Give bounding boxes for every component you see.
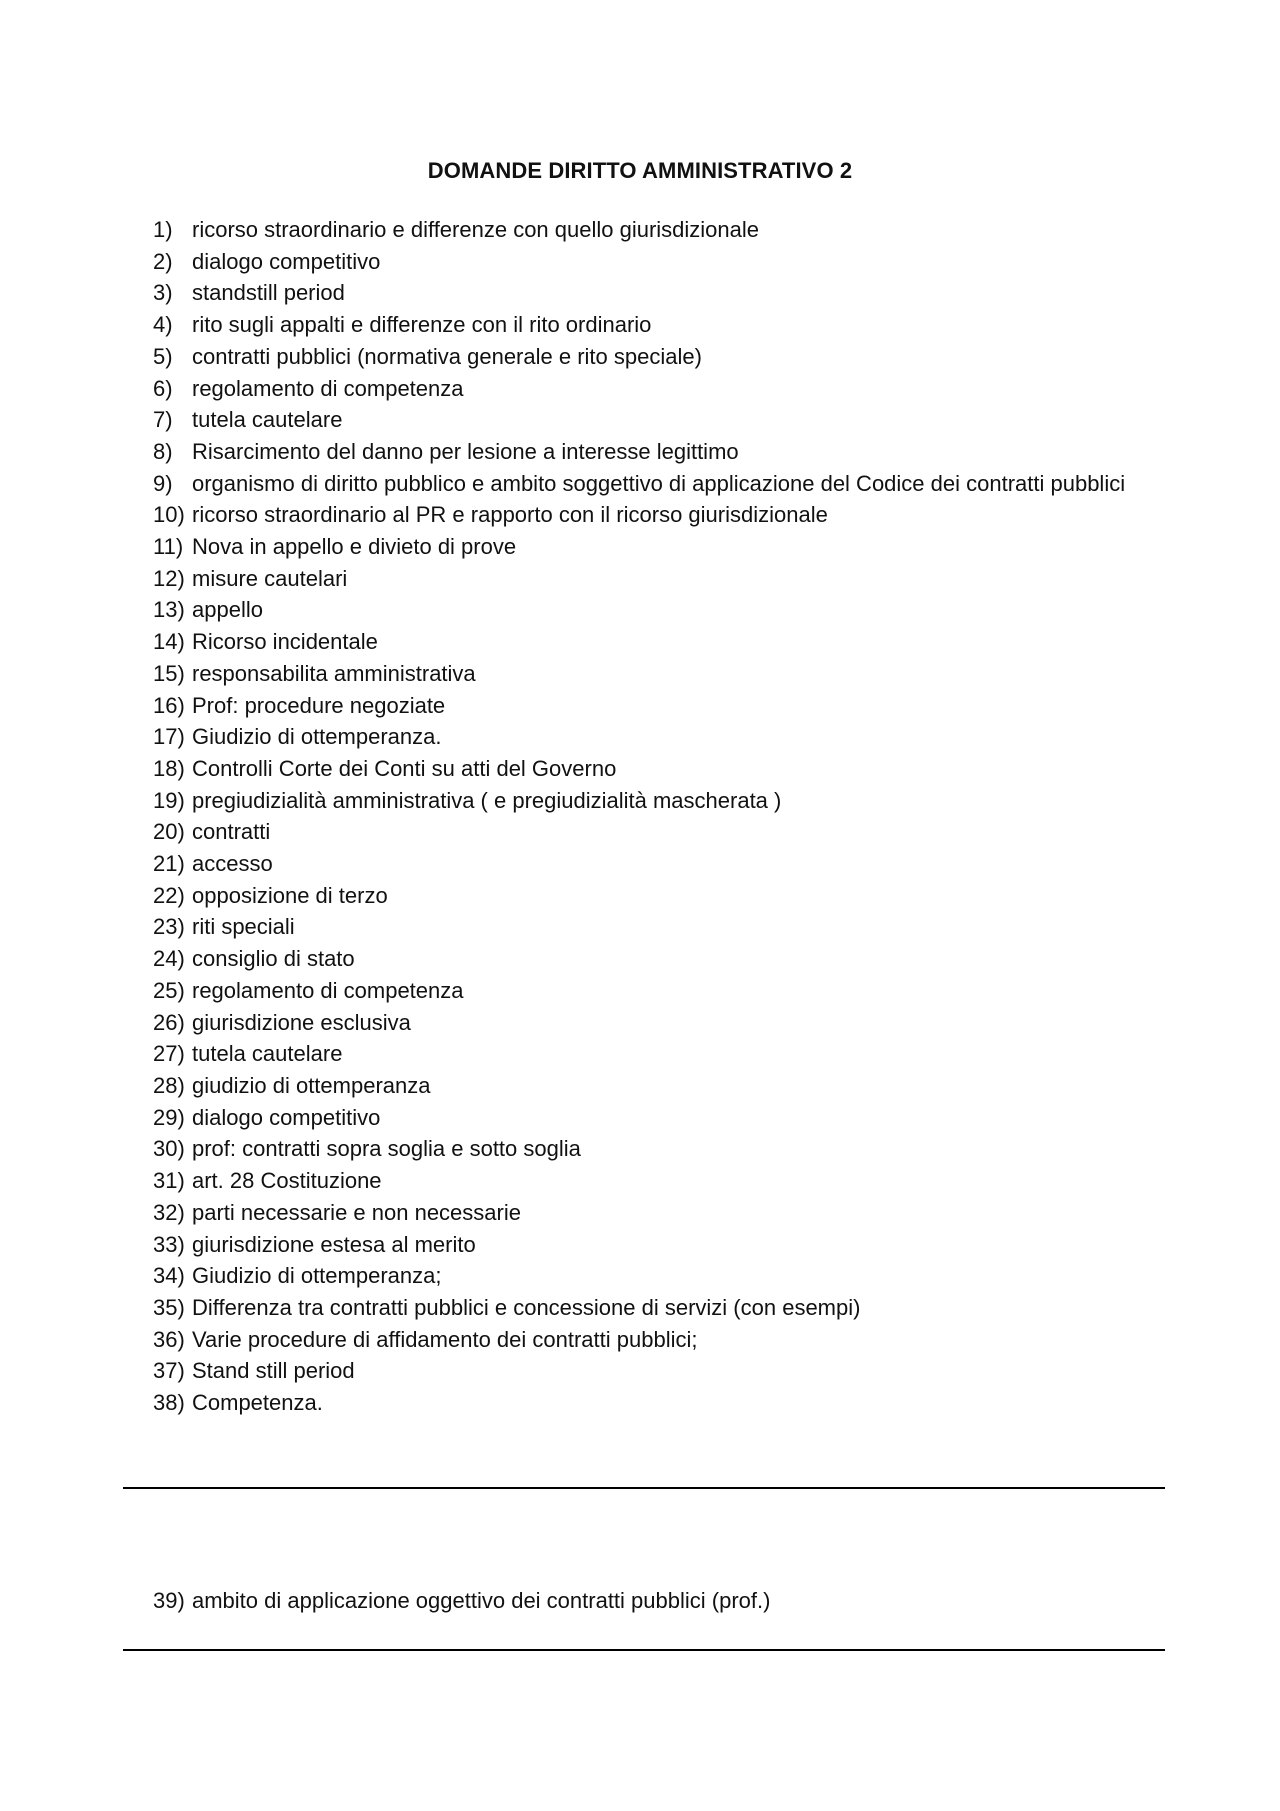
item-text: giurisdizione esclusiva [192, 1009, 411, 1035]
item-text: contratti pubblici (normativa generale e rito speciale) [192, 343, 702, 369]
list-item [153, 1387, 1143, 1419]
item-text: dialogo competitivo [192, 1104, 381, 1130]
item-number: 32) [153, 1199, 185, 1225]
item-text: misure cautelari [192, 565, 348, 591]
item-text: Giudizio di ottemperanza. [192, 724, 442, 750]
item-number: 25) [153, 977, 185, 1003]
list-item [153, 499, 1143, 531]
item-number: 23) [153, 914, 185, 940]
item-text: rito sugli appalti e differenze con il rito ordinario [192, 312, 652, 338]
item-number: 9) [153, 470, 173, 496]
item-text: ricorso straordinario e differenze con quello giurisdizionale [192, 217, 760, 242]
list-item [153, 531, 1143, 563]
list-item [153, 404, 1143, 436]
list-item [153, 214, 1143, 246]
item-text: Nova in appello e divieto di prove [192, 534, 517, 560]
item-number: 12) [153, 565, 185, 591]
list-item [153, 943, 1143, 975]
list-item [153, 341, 1143, 373]
item-text: standstill period [192, 280, 345, 306]
item-number: 11) [153, 534, 184, 560]
item-text: Stand still period [192, 1358, 355, 1384]
item-number: 20) [153, 819, 185, 845]
list-item [153, 975, 1143, 1007]
item-text: organismo di diritto pubblico e ambito soggettivo di applicazione del Codice dei contratti pubblici [192, 470, 1126, 496]
item-number: 13) [153, 597, 185, 623]
item-number: 2) [153, 248, 173, 274]
list-item [153, 1292, 1143, 1324]
list-item [153, 911, 1143, 943]
item-text: contratti [192, 819, 271, 845]
list-item [153, 594, 1143, 626]
item-text: giudizio di ottemperanza [192, 1072, 431, 1098]
item-number: 10) [153, 502, 185, 528]
item-number: 6) [153, 375, 173, 401]
item-number: 29) [153, 1104, 185, 1130]
item-text: Varie procedure di affidamento dei contratti pubblici; [192, 1326, 698, 1352]
item-text: opposizione di terzo [192, 882, 388, 908]
item-text: responsabilita amministrativa [192, 660, 476, 686]
list-item [153, 468, 1143, 500]
item-number: 34) [153, 1263, 185, 1289]
item-number: 21) [153, 851, 185, 877]
list-item [153, 1133, 1143, 1165]
item-text: regolamento di competenza [192, 977, 464, 1003]
item-number: 19) [153, 787, 185, 813]
list-item [153, 721, 1143, 753]
item-number: 26) [153, 1009, 185, 1035]
list-item [153, 277, 1143, 309]
item-text: giurisdizione estesa al merito [192, 1231, 476, 1257]
list-item [153, 1585, 1143, 1617]
item-text: ambito di applicazione oggettivo dei contratti pubblici (prof.) [192, 1588, 771, 1613]
item-number: 31) [153, 1168, 185, 1194]
list-item [153, 373, 1143, 405]
item-text: Giudizio di ottemperanza; [192, 1263, 442, 1289]
item-number: 3) [153, 280, 173, 306]
list-item [153, 1355, 1143, 1387]
item-text: Controlli Corte dei Conti su atti del Governo [192, 755, 617, 781]
item-text: Ricorso incidentale [192, 629, 378, 655]
item-text: regolamento di competenza [192, 375, 464, 401]
item-number: 35) [153, 1294, 185, 1320]
item-number: 1) [153, 217, 173, 242]
list-item [153, 309, 1143, 341]
item-number: 36) [153, 1326, 185, 1352]
item-number: 18) [153, 755, 185, 781]
list-item [153, 1102, 1143, 1134]
item-text: parti necessarie e non necessarie [192, 1199, 521, 1225]
item-number: 22) [153, 882, 185, 908]
item-number: 30) [153, 1136, 185, 1162]
question-list [153, 214, 1143, 1419]
item-text: pregiudizialità amministrativa ( e pregiudizialità mascherata ) [192, 787, 782, 813]
item-number: 7) [153, 407, 173, 433]
list-item [153, 436, 1143, 468]
list-item [153, 848, 1143, 880]
list-item [153, 1260, 1143, 1292]
item-number: 16) [153, 692, 185, 718]
item-number: 24) [153, 946, 185, 972]
list-item [153, 1324, 1143, 1356]
list-item [153, 785, 1143, 817]
list-item [153, 626, 1143, 658]
horizontal-divider [123, 1649, 1165, 1651]
list-item [153, 563, 1143, 595]
list-item [153, 1197, 1143, 1229]
list-item [153, 1165, 1143, 1197]
item-text: Prof: procedure negoziate [192, 692, 446, 718]
item-number: 39) [153, 1588, 185, 1613]
item-text: tutela cautelare [192, 407, 343, 433]
item-number: 14) [153, 629, 185, 655]
list-item [153, 753, 1143, 785]
item-number: 8) [153, 438, 173, 464]
list-item [153, 1038, 1143, 1070]
item-text: appello [192, 597, 263, 623]
item-number: 27) [153, 1041, 185, 1067]
item-number: 4) [153, 312, 173, 338]
item-text: prof: contratti sopra soglia e sotto soglia [192, 1136, 581, 1162]
horizontal-divider [123, 1487, 1165, 1489]
list-item [153, 816, 1143, 848]
list-item [153, 1229, 1143, 1261]
extra-question-list [153, 1585, 1143, 1617]
list-item [153, 1070, 1143, 1102]
item-number: 38) [153, 1390, 185, 1416]
item-text: Competenza. [192, 1390, 323, 1416]
item-number: 17) [153, 724, 185, 750]
item-number: 15) [153, 660, 185, 686]
list-item [153, 246, 1143, 278]
list-item [153, 880, 1143, 912]
item-text: riti speciali [192, 914, 295, 940]
item-text: Risarcimento del danno per lesione a interesse legittimo [192, 438, 739, 464]
item-text: tutela cautelare [192, 1041, 343, 1067]
item-number: 5) [153, 343, 173, 369]
item-text: Differenza tra contratti pubblici e concessione di servizi (con esempi) [192, 1294, 861, 1320]
list-item [153, 658, 1143, 690]
item-text: art. 28 Costituzione [192, 1168, 382, 1194]
item-text: ricorso straordinario al PR e rapporto con il ricorso giurisdizionale [192, 502, 828, 528]
item-text: consiglio di stato [192, 946, 355, 972]
item-text: dialogo competitivo [192, 248, 381, 274]
item-text: accesso [192, 851, 273, 877]
document-title: DOMANDE DIRITTO AMMINISTRATIVO 2 [427, 158, 853, 183]
list-item [153, 690, 1143, 722]
item-number: 28) [153, 1072, 185, 1098]
item-number: 33) [153, 1231, 185, 1257]
list-item [153, 1007, 1143, 1039]
item-number: 37) [153, 1358, 185, 1384]
